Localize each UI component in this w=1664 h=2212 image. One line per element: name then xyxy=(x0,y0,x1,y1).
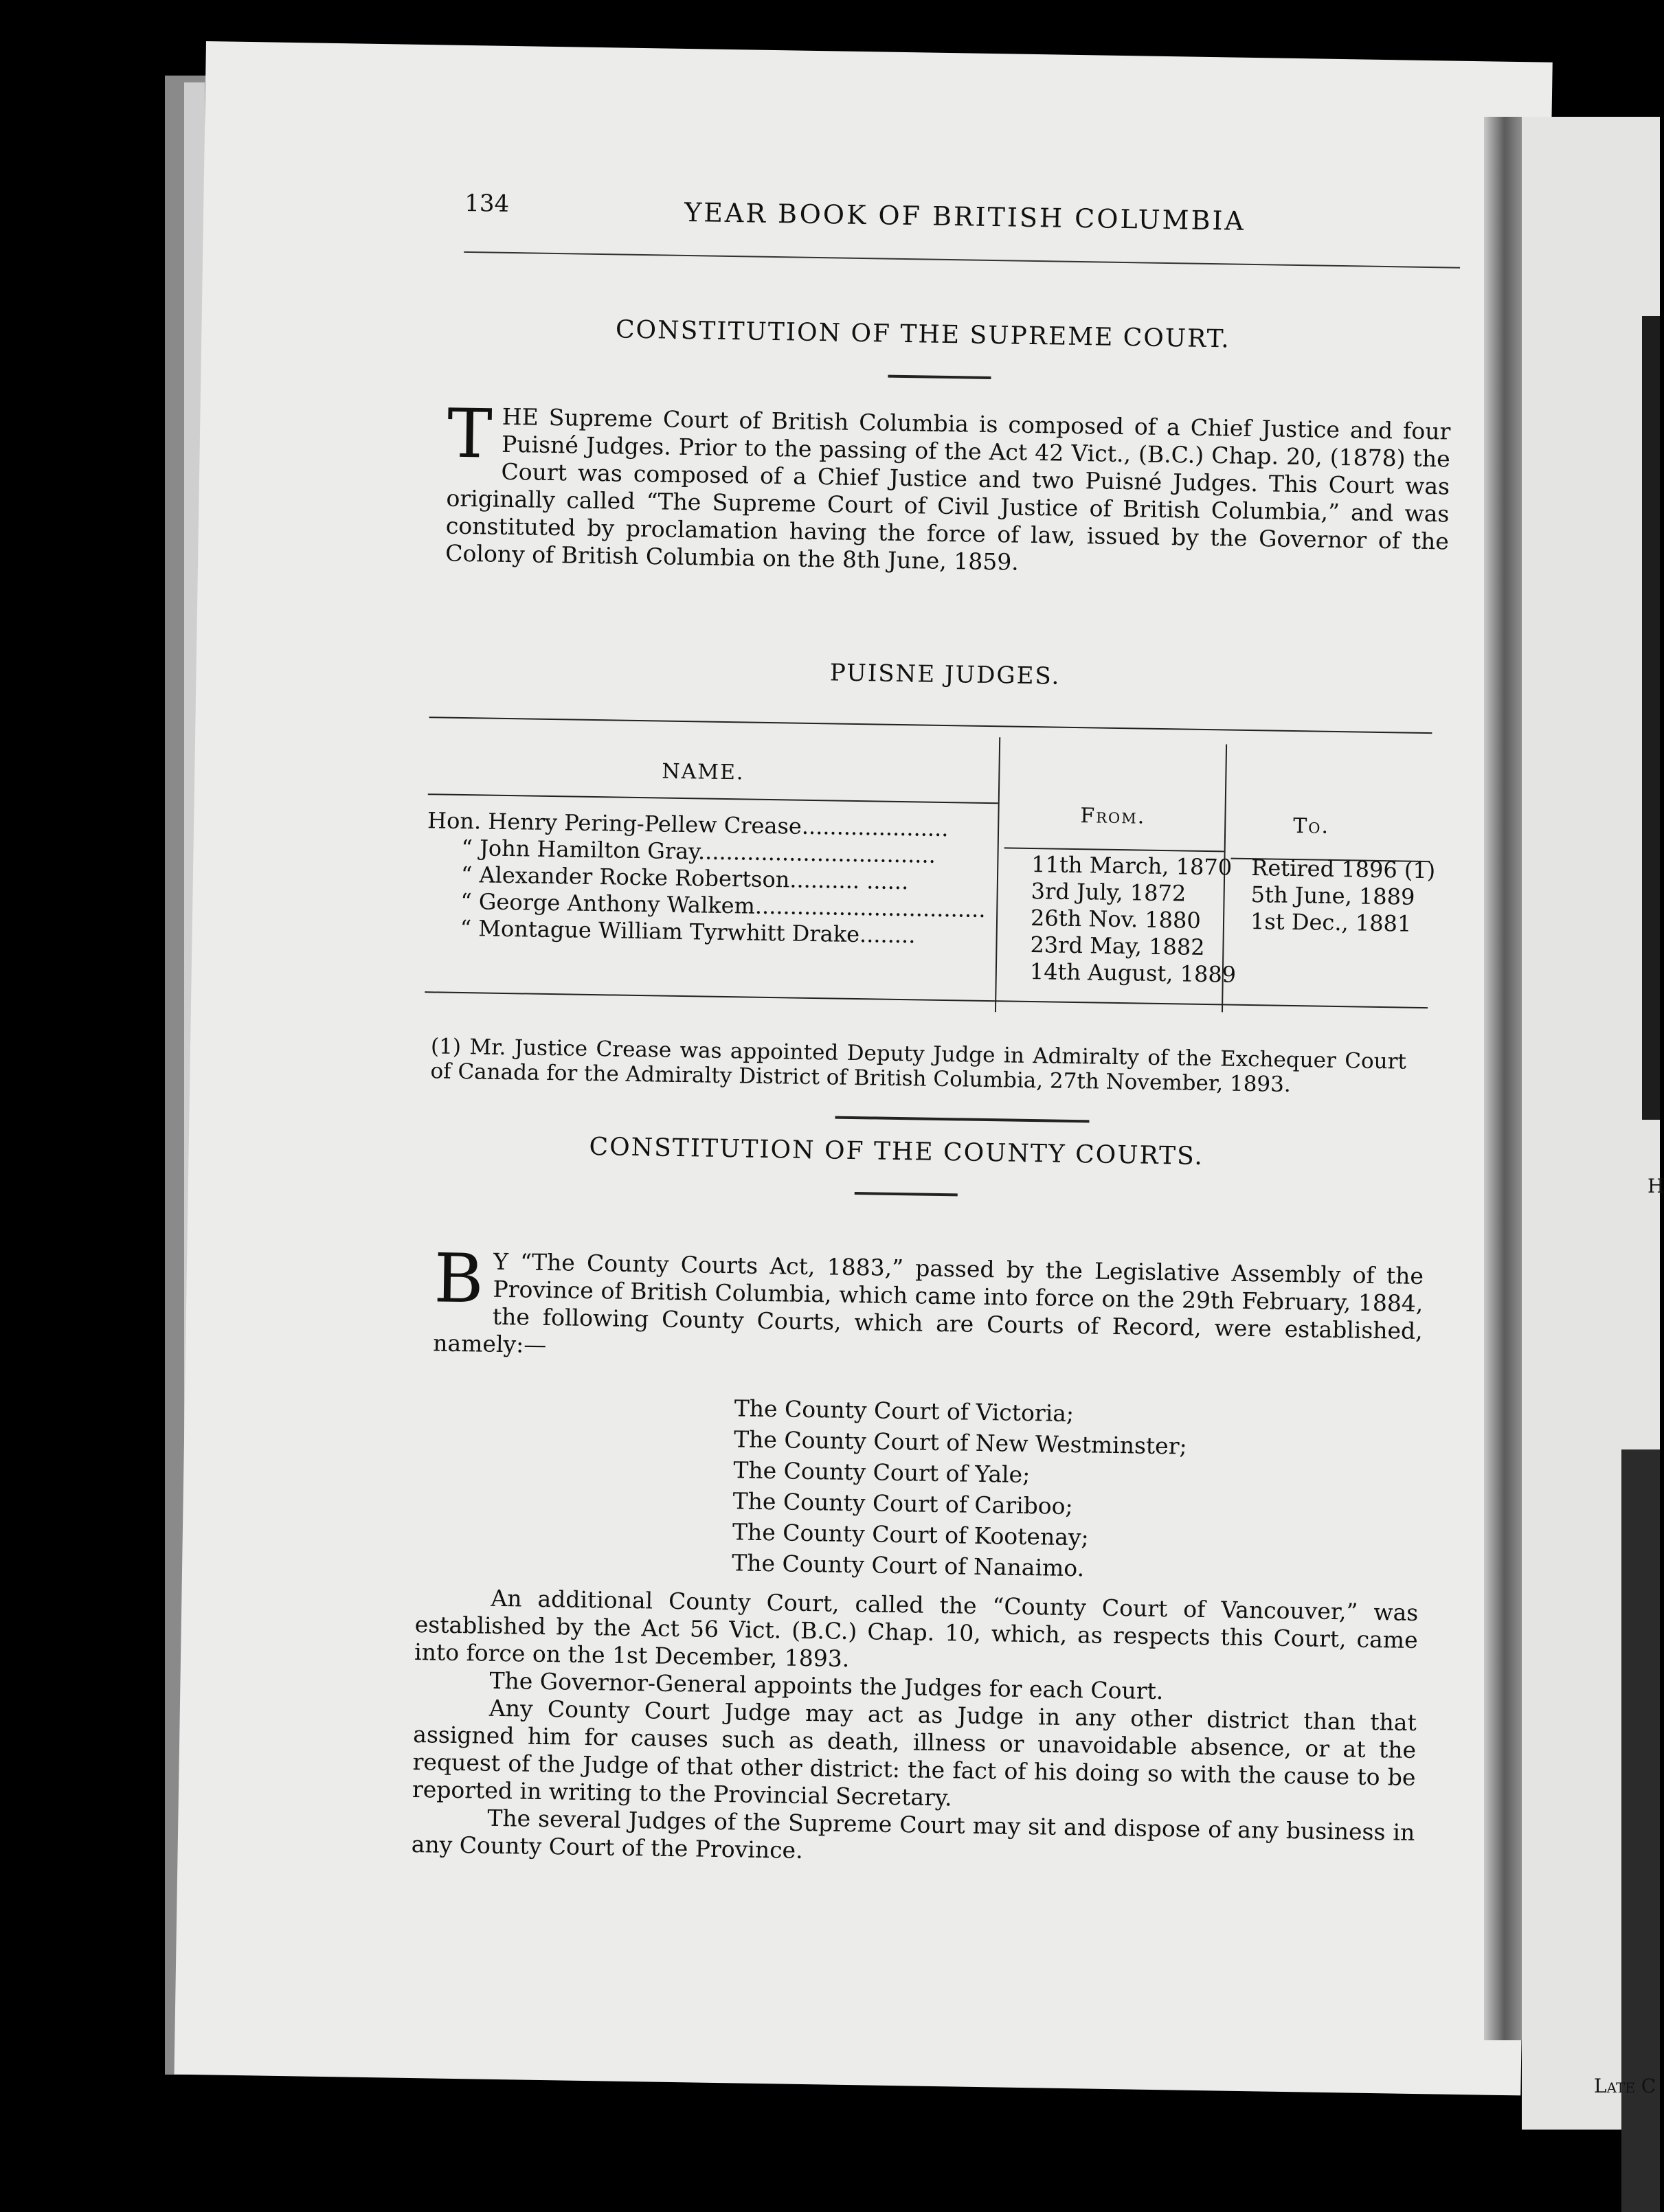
body-paragraph: An additional County Court, called the “County Court of Vancouver,” was established by the Act 56 Vict. (B.C.) Chap. 10, which, as respects this Court, came into force on the 1st December, 1893. xyxy=(414,1584,1419,1672)
list-item: The County Court of Yale; xyxy=(733,1456,1031,1489)
from-date: 3rd July, 1872 xyxy=(1031,878,1187,907)
county-courts-intro xyxy=(432,1239,1424,1373)
judge-name: “ George Anthony Walkem................................. xyxy=(460,888,986,923)
list-item: The County Court of Nanaimo. xyxy=(731,1549,1085,1582)
supreme-court-title: CONSTITUTION OF THE SUPREME COURT. xyxy=(615,315,1231,354)
judge-name: Hon. Henry Pering-Pellew Crease..................... xyxy=(427,807,949,842)
facing-plate-bottom xyxy=(1621,1449,1660,2212)
drop-cap: B xyxy=(433,1239,484,1319)
to-date: 5th June, 1889 xyxy=(1250,881,1415,910)
facing-caption-top: H xyxy=(1648,1175,1664,1197)
column-divider xyxy=(995,737,1000,1012)
judge-names xyxy=(425,807,991,950)
to-dates xyxy=(1250,855,1436,938)
county-intro-text: Y “The County Courts Act, 1883,” passed by the Legislative Assembly of the Province of British Columbia, which came into force on the 29th February, 1884, the following County Courts, which are Courts of Record, were established, namely:— xyxy=(432,1248,1424,1359)
book-page xyxy=(175,41,1553,2095)
supreme-court-text: HE Supreme Court of British Columbia is composed of a Chief Justice and four Puisné Judges. Prior to the passing of the Act 42 Vict., (B.C.) Chap. 20, (1878) the Court was composed of a Chief Justice and two Puisné Judges. This Court was originally called “The Supreme Court of Civil Justice of British Columbia,” and was constituted by proclamation having the force of law, issued by the Governor of the Colony of British Columbia on the 8th June, 1859. xyxy=(445,403,1451,576)
page-gutter xyxy=(1484,117,1525,2040)
page-number: 134 xyxy=(464,189,510,218)
table-top-rule xyxy=(429,716,1432,734)
to-date: 1st Dec., 1881 xyxy=(1250,908,1412,937)
body-paragraph: The several Judges of the Supreme Court may sit and dispose of any business in any County Court of the Province. xyxy=(411,1804,1415,1864)
judge-name: “ John Hamilton Gray.................................. xyxy=(461,834,936,868)
from-date: 11th March, 1870 xyxy=(1031,851,1233,881)
supreme-court-paragraph xyxy=(445,394,1451,583)
title-rule xyxy=(855,1192,958,1196)
from-date: 14th August, 1889 xyxy=(1029,958,1237,988)
name-header-rule xyxy=(428,793,998,804)
puisne-judges-heading: PUISNE JUDGES. xyxy=(829,659,1061,690)
judge-name: “ Montague William Tyrwhitt Drake........ xyxy=(460,914,916,949)
to-column-header: To. xyxy=(1292,813,1330,839)
section-divider xyxy=(835,1116,1089,1123)
title-rule xyxy=(888,375,991,379)
from-column-header: From. xyxy=(1080,804,1146,829)
judges-table xyxy=(425,697,1436,1036)
from-dates xyxy=(1030,851,1238,989)
drop-cap: T xyxy=(447,394,493,474)
county-courts-body xyxy=(411,1583,1418,1874)
page-header xyxy=(464,190,1427,253)
facing-caption-bottom: Late C xyxy=(1594,2075,1656,2097)
body-paragraph: The Governor-General appoints the Judges for each Court. xyxy=(489,1667,1164,1705)
from-date: 26th Nov. 1880 xyxy=(1030,905,1202,934)
list-item: The County Court of Victoria; xyxy=(734,1395,1075,1427)
county-court-list xyxy=(732,1392,1215,1585)
list-item: The County Court of Kootenay; xyxy=(732,1518,1090,1551)
body-paragraph: Any County Court Judge may act as Judge in any other district than that assigned him for causes such as death, illness or unavoidable absence, or at the request of the Judge of that other district: the fact of his doing so with the cause to be reported in writing to the Provincial Secretary. xyxy=(412,1694,1417,1812)
name-column-header: NAME. xyxy=(662,759,745,785)
list-item: The County Court of New Westminster; xyxy=(733,1425,1187,1460)
running-head: YEAR BOOK OF BRITISH COLUMBIA xyxy=(684,196,1246,236)
from-date: 23rd May, 1882 xyxy=(1030,932,1205,960)
facing-plate-top xyxy=(1642,316,1660,1120)
table-bottom-rule xyxy=(425,991,1428,1008)
header-rule xyxy=(464,251,1460,269)
to-date: Retired 1896 (1) xyxy=(1250,855,1436,884)
county-courts-title: CONSTITUTION OF THE COUNTY COURTS. xyxy=(589,1132,1204,1171)
footnote: (1) Mr. Justice Crease was appointed Deputy Judge in Admiralty of the Exchequer Court of Canada for the Admiralty District of British Columbia, 27th November, 1893. xyxy=(430,1034,1407,1097)
judge-name: “ Alexander Rocke Robertson.......... ...... xyxy=(460,861,909,895)
list-item: The County Court of Cariboo; xyxy=(732,1487,1073,1520)
